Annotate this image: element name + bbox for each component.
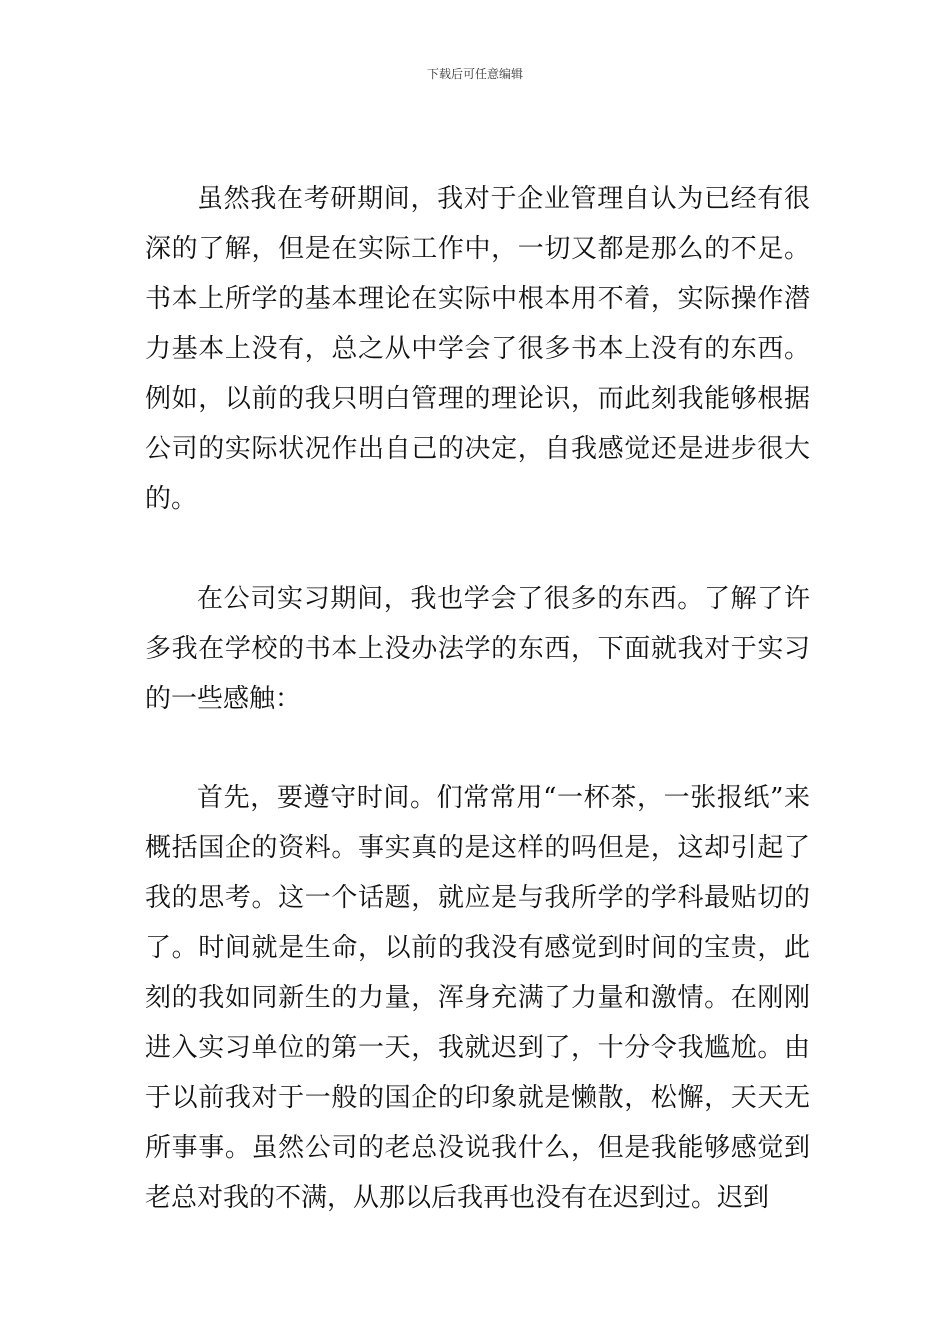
paragraph-3: 首先，要遵守时间。们常常用“一杯茶，一张报纸”来概括国企的资料。事实真的是这样的吗但是，这却引起了我的思考。这一个话题，就应是与我所学的学科最贴切的了。时间就是生命，以前的我没有感觉到时间的宝贵，此刻的我如同新生的力量，浑身充满了力量和激情。在刚刚进入实习单位的第一天，我就迟到了，十分令我尴尬。由于以前我对于一般的国企的印象就是懒散，松懈，天天无所事事。虽然公司的老总没说我什么，但是我能够感觉到老总对我的不满，从那以后我再也没有在迟到过。迟到 (145, 783, 810, 1213)
header-note: 下载后可任意编辑 (426, 67, 523, 81)
paragraph-1: 虽然我在考研期间，我对于企业管理自认为已经有很深的了解，但是在实际工作中，一切又都是那么的不足。书本上所学的基本理论在实际中根本用不着，实际操作潜力基本上没有，总之从中学会了很多书本上没有的东西。例如，以前的我只明白管理的理论识，而此刻我能够根据公司的实际状况作出自己的决定，自我感觉还是进步很大的。 (145, 184, 810, 514)
paragraph-2: 在公司实习期间，我也学会了很多的东西。了解了许多我在学校的书本上没办法学的东西，下面就我对于实习的一些感触： (145, 584, 810, 714)
